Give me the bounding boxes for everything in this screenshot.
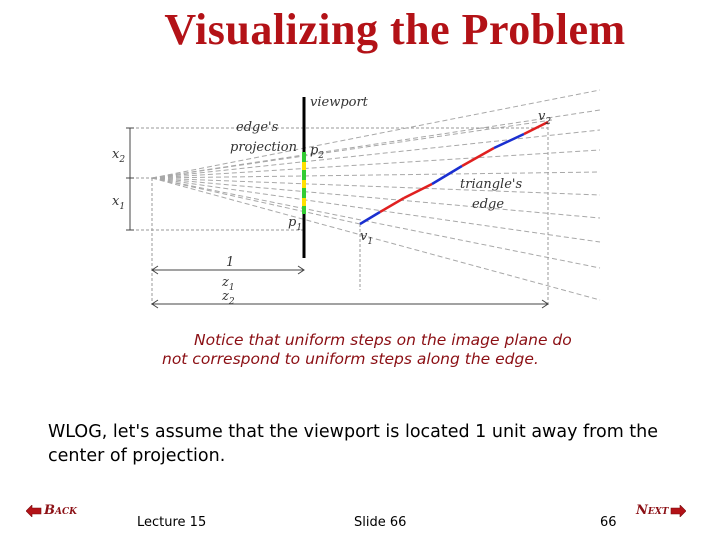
slide-body: WLOG, let's assume that the viewport is located 1 unit away from the center of projection.	[48, 422, 659, 466]
label-v2: $v_2$	[538, 109, 552, 127]
label-triangles: triangle's	[460, 177, 523, 192]
label-p2: $p_2$	[310, 143, 325, 161]
label-v1: $v_1$	[360, 229, 374, 247]
slide-title: Visualizing the Problem	[164, 5, 626, 54]
slide-caption: Notice that uniform steps on the image plane do not correspond to uniform steps along the edge.	[162, 331, 572, 368]
back-button[interactable]	[26, 503, 77, 518]
projection-rays	[152, 90, 600, 300]
label-projection: projection	[230, 140, 297, 155]
arrow-left-icon	[26, 505, 42, 517]
label-viewport: viewport	[310, 95, 368, 110]
label-x2: $x_2$	[112, 147, 126, 165]
footer-lecture: Lecture 15	[137, 515, 207, 530]
arrow-right-icon	[670, 505, 686, 517]
triangle-edge	[360, 122, 548, 224]
label-z2: $z_2$	[222, 289, 235, 307]
next-button[interactable]	[636, 503, 686, 518]
footer-slide: Slide 66	[354, 515, 407, 530]
label-z1: $z_1$	[222, 275, 235, 293]
label-x1: $x_1$	[112, 194, 126, 212]
label-edges: edge's	[236, 120, 279, 135]
label-edge: edge	[472, 197, 505, 212]
next-label: Next	[636, 503, 669, 518]
label-one: 1	[226, 255, 235, 270]
back-label: Back	[44, 503, 77, 518]
z-measures	[152, 266, 548, 308]
footer-page-number: 66	[600, 515, 617, 530]
x-measures	[126, 128, 134, 230]
label-p1: $p_1$	[288, 215, 303, 233]
